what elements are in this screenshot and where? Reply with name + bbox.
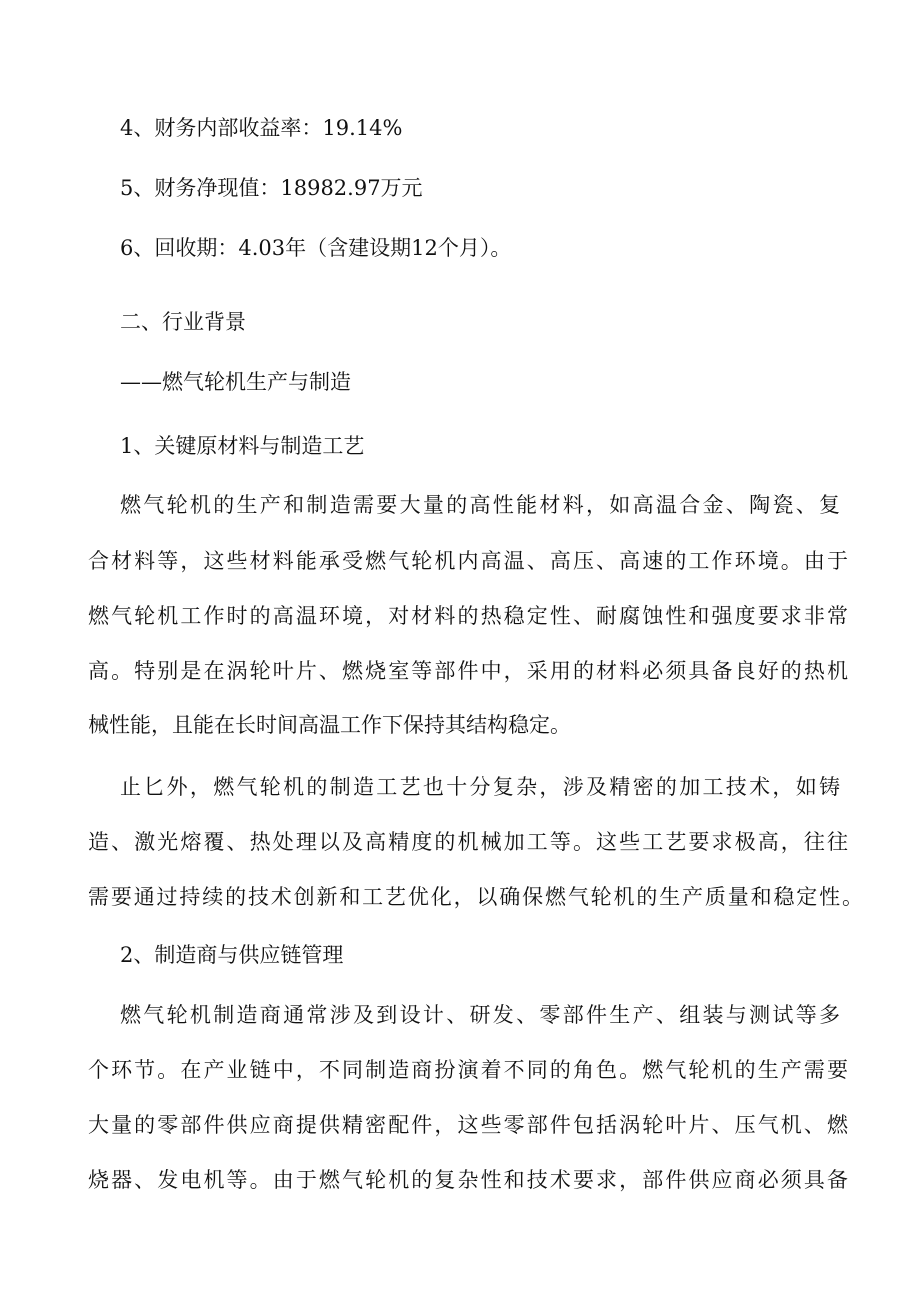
paragraph-line: 止匕外，燃气轮机的制造工艺也十分复杂，涉及精密的加工技术，如铸 bbox=[120, 775, 840, 799]
paragraph-line: 个环节。在产业链中，不同制造商扮演着不同的角色。燃气轮机的生产需要 bbox=[88, 1058, 848, 1082]
paragraph-line: 燃气轮机工作时的高温环境，对材料的热稳定性、耐腐蚀性和强度要求非常 bbox=[88, 604, 848, 628]
paragraph-line: 高。特别是在涡轮叶片、燃烧室等部件中，采用的材料必须具备良好的热机 bbox=[88, 659, 848, 683]
summary-item-irr: 4、财务内部收益率：19.14% bbox=[120, 116, 403, 140]
paragraph-line: 造、激光熔覆、热处理以及高精度的机械加工等。这些工艺要求极高，往往 bbox=[88, 830, 848, 854]
paragraph-line: 烧器、发电机等。由于燃气轮机的复杂性和技术要求，部件供应商必须具备 bbox=[88, 1168, 848, 1192]
subsection-heading-materials: 1、关键原材料与制造工艺 bbox=[120, 434, 365, 458]
summary-item-npv: 5、财务净现值：18982.97万元 bbox=[120, 176, 423, 200]
paragraph-line: 合材料等，这些材料能承受燃气轮机内高温、高压、高速的工作环境。由于 bbox=[88, 549, 848, 573]
subsection-heading-supply-chain: 2、制造商与供应链管理 bbox=[120, 943, 344, 967]
paragraph-line: 械性能，且能在长时间高温工作下保持其结构稳定。 bbox=[88, 713, 571, 737]
paragraph-line: 燃气轮机制造商通常涉及到设计、研发、零部件生产、组装与测试等多 bbox=[120, 1003, 840, 1027]
section-heading: 二、行业背景 bbox=[120, 310, 246, 334]
summary-item-payback: 6、回收期：4.03年（含建设期12个月）。 bbox=[120, 236, 512, 260]
section-subtitle: ——燃气轮机生产与制造 bbox=[120, 370, 351, 394]
paragraph-line: 需要通过持续的技术创新和工艺优化，以确保燃气轮机的生产质量和稳定性。 bbox=[88, 885, 863, 909]
paragraph-line: 燃气轮机的生产和制造需要大量的高性能材料，如高温合金、陶瓷、复 bbox=[120, 493, 840, 517]
paragraph-line: 大量的零部件供应商提供精密配件，这些零部件包括涡轮叶片、压气机、燃 bbox=[88, 1113, 848, 1137]
